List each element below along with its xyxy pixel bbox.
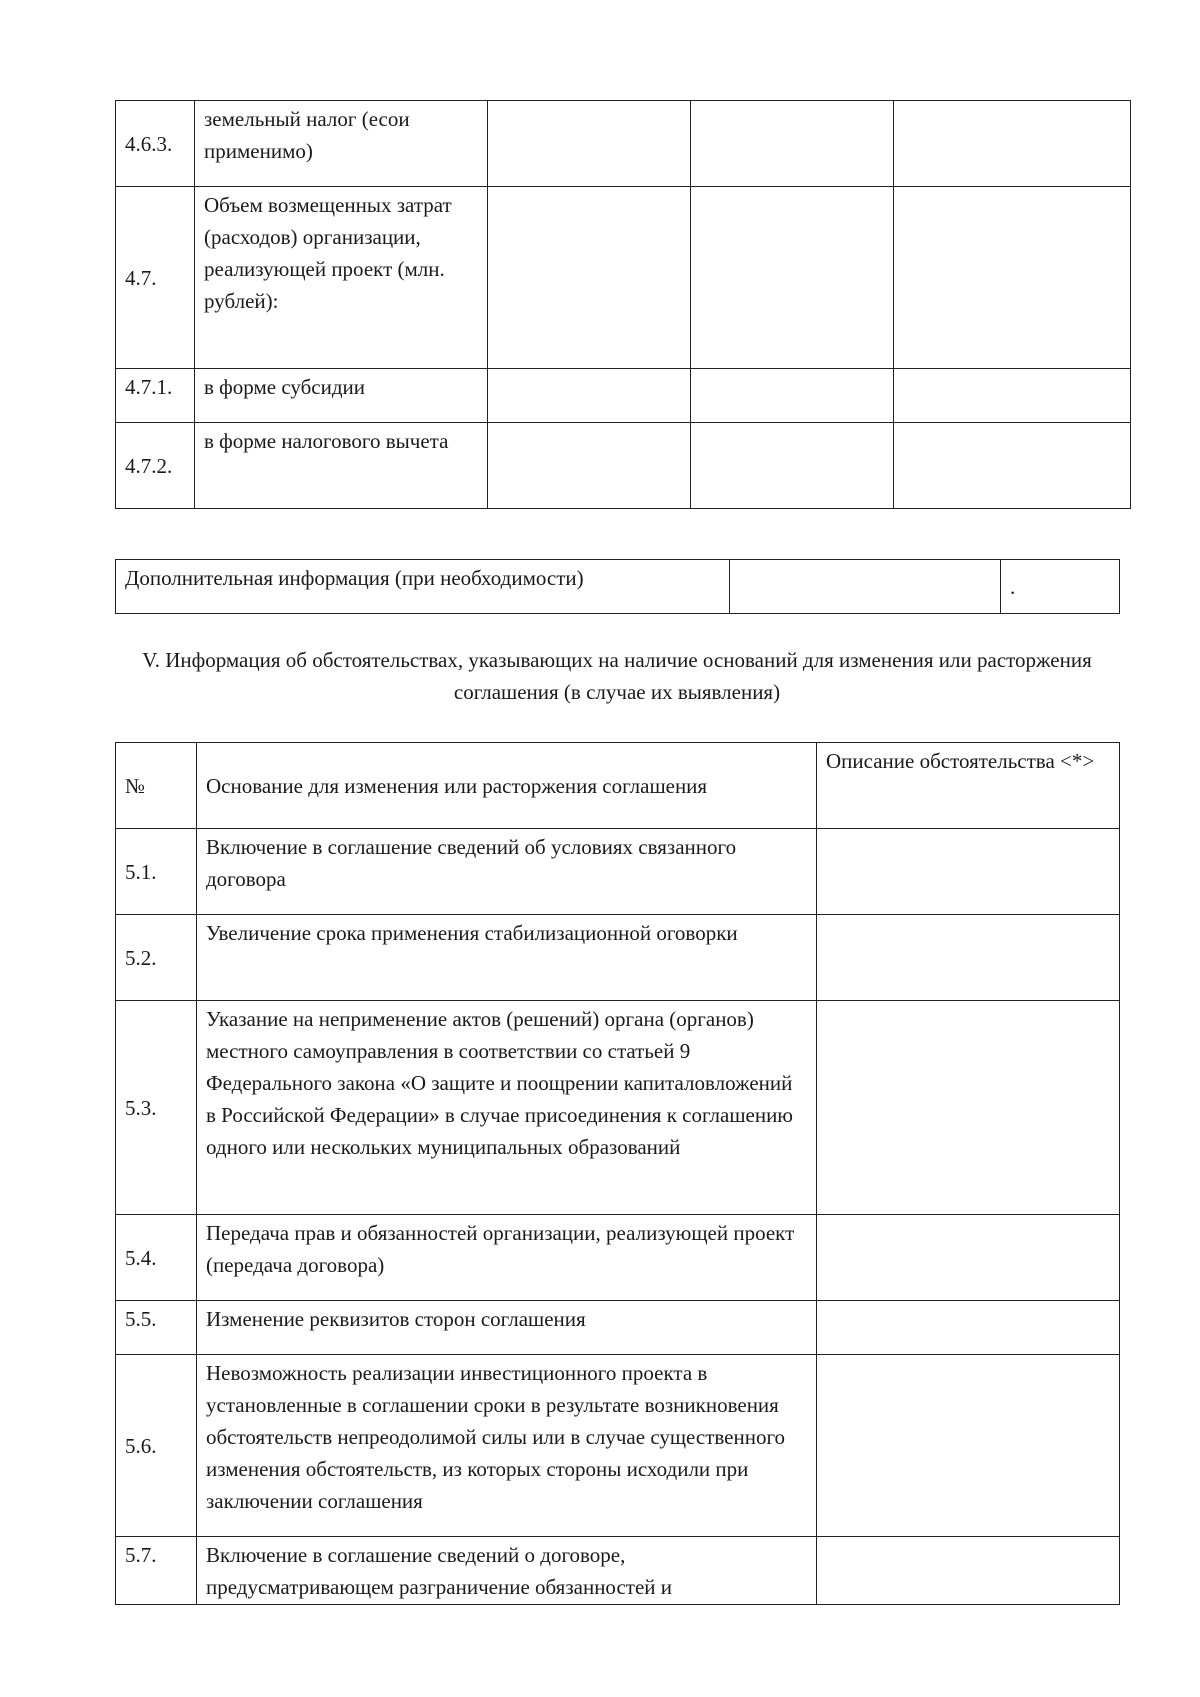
row-number: 5.1.: [116, 829, 197, 915]
row-basis: Включение в соглашение сведений об условиях связанного договора: [197, 829, 817, 915]
header-description: Описание обстоятельства <*>: [817, 743, 1120, 829]
row-basis: Указание на неприменение актов (решений) органа (органов) местного самоуправления в соответствии со статьей 9 Федерального закона «О защите и поощрении капиталовложений в Российской Федерации» в случае присоединения к соглашению одного или нескольких муниципальных образований: [197, 1001, 817, 1215]
row-basis: Невозможность реализации инвестиционного проекта в установленные в соглашении сроки в результате возникновения обстоятельств непреодолимой силы или в случае существенного изменения обстоятельств, из которых стороны исходили при заключении соглашения: [197, 1355, 817, 1537]
additional-info-extra[interactable]: .: [1001, 560, 1120, 614]
costs-table: [115, 100, 1131, 509]
table-row: [116, 1301, 1120, 1355]
description-cell[interactable]: [817, 1301, 1120, 1355]
row-basis: Увеличение срока применения стабилизационной оговорки: [197, 915, 817, 1001]
description-cell[interactable]: [817, 1215, 1120, 1301]
row-number: 4.6.3.: [116, 101, 195, 187]
value-cell[interactable]: [691, 101, 894, 187]
value-cell[interactable]: [488, 369, 691, 423]
row-number: 4.7.2.: [116, 423, 195, 509]
description-cell[interactable]: [817, 1537, 1120, 1605]
section-heading: V. Информация об обстоятельствах, указывающих на наличие оснований для изменения или расторжения соглашения (в случае их выявления): [142, 648, 1092, 704]
value-cell[interactable]: [894, 187, 1131, 369]
description-cell[interactable]: [817, 1355, 1120, 1537]
table-row: [116, 829, 1120, 915]
table-row: [116, 560, 1120, 614]
row-label: земельный налог (есои применимо): [195, 101, 488, 187]
value-cell[interactable]: [691, 423, 894, 509]
table-header-row: [116, 743, 1120, 829]
header-basis: Основание для изменения или расторжения соглашения: [197, 743, 817, 829]
table-row: [116, 915, 1120, 1001]
value-cell[interactable]: [488, 101, 691, 187]
table-row: [116, 1215, 1120, 1301]
row-number: 4.7.1.: [116, 369, 195, 423]
row-number: 5.6.: [116, 1355, 197, 1537]
value-cell[interactable]: [894, 369, 1131, 423]
row-number: 5.2.: [116, 915, 197, 1001]
row-basis: Включение в соглашение сведений о договоре, предусматривающем разграничение обязанностей и: [197, 1537, 817, 1605]
value-cell[interactable]: [691, 187, 894, 369]
table-row: [116, 369, 1131, 423]
table-row: [116, 423, 1131, 509]
header-number: №: [116, 743, 197, 829]
value-cell[interactable]: [488, 187, 691, 369]
value-cell[interactable]: [894, 423, 1131, 509]
additional-info-table: [115, 559, 1120, 614]
row-label: в форме налогового вычета: [195, 423, 488, 509]
value-cell[interactable]: [488, 423, 691, 509]
row-label: Объем возмещенных затрат (расходов) организации, реализующей проект (млн. рублей):: [195, 187, 488, 369]
table-row: [116, 187, 1131, 369]
row-number: 5.3.: [116, 1001, 197, 1215]
description-cell[interactable]: [817, 915, 1120, 1001]
row-number: 5.5.: [116, 1301, 197, 1355]
row-number: 5.7.: [116, 1537, 197, 1605]
description-cell[interactable]: [817, 1001, 1120, 1215]
table-row: [116, 1355, 1120, 1537]
agreement-changes-table: [115, 742, 1120, 1605]
row-basis: Изменение реквизитов сторон соглашения: [197, 1301, 817, 1355]
row-basis: Передача прав и обязанностей организации, реализующей проект (передача договора): [197, 1215, 817, 1301]
table-row: [116, 101, 1131, 187]
row-label: в форме субсидии: [195, 369, 488, 423]
value-cell[interactable]: [691, 369, 894, 423]
additional-info-label: Дополнительная информация (при необходимости): [116, 560, 730, 614]
value-cell[interactable]: [894, 101, 1131, 187]
additional-info-value[interactable]: [730, 560, 1001, 614]
row-number: 4.7.: [116, 187, 195, 369]
row-number: 5.4.: [116, 1215, 197, 1301]
description-cell[interactable]: [817, 829, 1120, 915]
table-row: [116, 1001, 1120, 1215]
table-row: [116, 1537, 1120, 1605]
